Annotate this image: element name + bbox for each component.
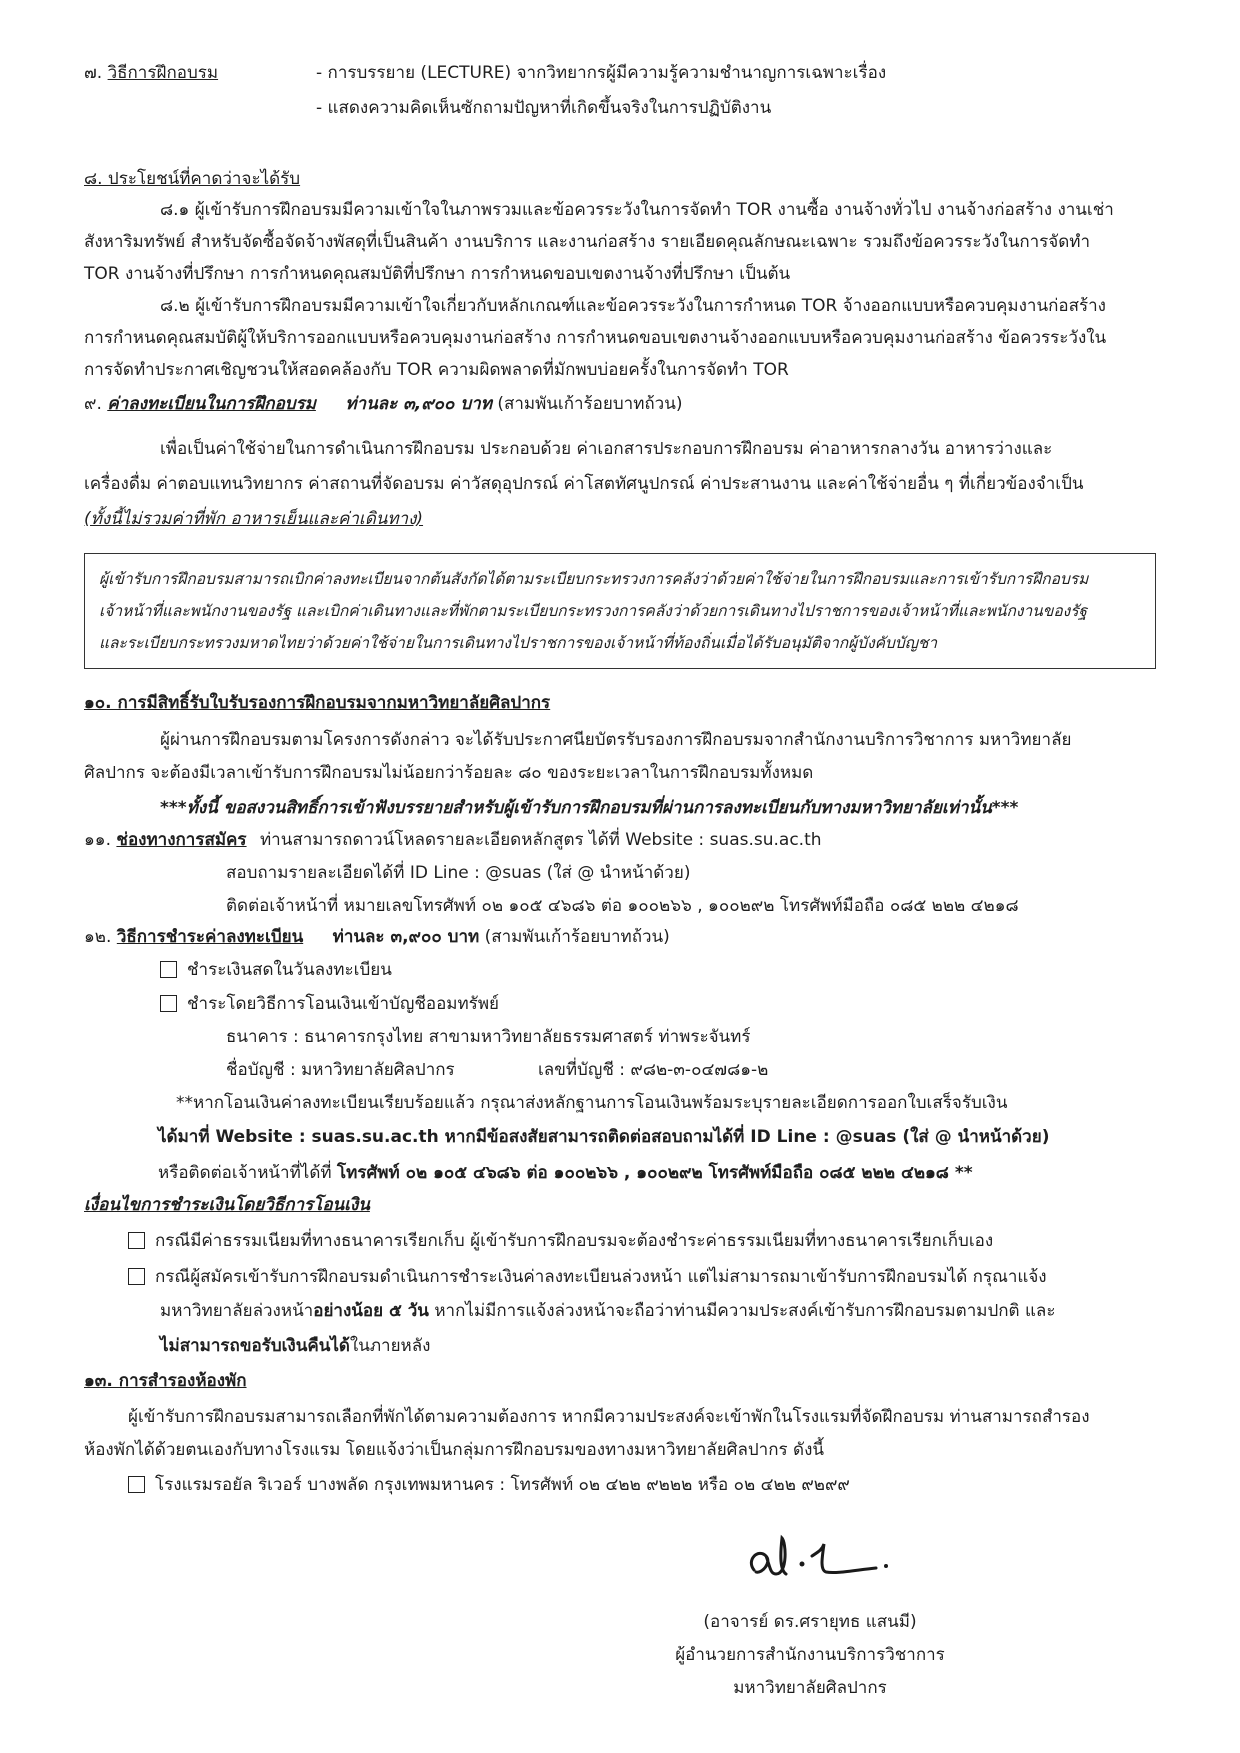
payment-option-transfer-label: ชำระโดยวิธีการโอนเงินเข้าบัญชีออมทรัพย์ (187, 994, 499, 1014)
notice-line-1: ผู้เข้ารับการฝึกอบรมสามารถเบิกค่าลงทะเบียนจากต้นสังกัดได้ตามระเบียบกระทรวงการคลังว่าด้วยค่าใช้จ่ายในการฝึกอบรมและการเข้ารับการฝึกอบรม (99, 570, 1089, 588)
transfer-note: **หากโอนเงินค่าลงทะเบียนเรียบร้อยแล้ว กรุณาส่งหลักฐานการโอนเงินพร้อมระบุรายละเอียดการออกใบเสร็จรับเงิน (176, 1093, 1008, 1113)
checkbox-transfer[interactable] (160, 995, 177, 1012)
section9-title: ค่าลงทะเบียนในการฝึกอบรม (107, 394, 316, 414)
condition-item-1 (128, 1228, 993, 1254)
section8-p2-line3: การจัดทำประกาศเชิญชวนให้สอดคล้องกับ TOR ความผิดพลาดที่มักพบบ่อยครั้งในการจัดทำ TOR (84, 360, 789, 380)
section8-p1-line1: ๘.๑ ผู้เข้ารับการฝึกอบรมมีความเข้าใจในภาพรวมและข้อควรระวังในการจัดทำ TOR งานซื้อ งานจ้างทั่วไป งานจ้างก่อสร้าง งานเช่า (160, 200, 1114, 220)
section12-title: วิธีการชำระค่าลงทะเบียน (116, 927, 304, 947)
section7-item-2: - แสดงความคิดเห็นซักถามปัญหาที่เกิดขึ้นจริงในการปฏิบัติงาน (316, 98, 772, 118)
section11-title: ช่องทางการสมัคร (116, 830, 247, 850)
section7-number: ๗. (84, 63, 103, 83)
section10-reserve-note: ***ทั้งนี้ ขอสงวนสิทธิ์การเข้าฟังบรรยายสำหรับผู้เข้ารับการฝึกอบรมที่ผ่านการลงทะเบียนกับทางมหาวิทยาลัยเท่านั้น*** (160, 798, 1019, 818)
signatory-organization: มหาวิทยาลัยศิลปากร (733, 1678, 887, 1698)
section12-number: ๑๒. (84, 927, 112, 947)
condition-no-refund: ไม่สามารถขอรับเงินคืนได้ (160, 1336, 350, 1356)
signatory-position: ผู้อำนวยการสำนักงานบริการวิชาการ (675, 1645, 945, 1665)
condition-item-2-line2 (160, 1298, 1055, 1324)
section9-line2: เครื่องดื่ม ค่าตอบแทนวิทยากร ค่าสถานที่จัดอบรม ค่าวัสดุอุปกรณ์ ค่าโสตทัศนูปกรณ์ ค่าประสานงาน และค่าใช้จ่ายอื่น ๆ ที่เกี่ยวข้องจำเป็น (84, 474, 1084, 494)
reimbursement-notice-box (84, 553, 1156, 669)
section10-line2: ศิลปากร จะต้องมีเวลาเข้ารับการฝึกอบรมไม่น้อยกว่าร้อยละ ๘๐ ของระยะเวลาในการฝึกอบรมทั้งหมด (84, 763, 814, 783)
condition-text-later: ในภายหลัง (349, 1336, 431, 1356)
section11-line-id: สอบถามรายละเอียดได้ที่ ID Line : @suas (ใส่ @ นำหน้าด้วย) (226, 863, 691, 883)
section13-line1: ผู้เข้ารับการฝึกอบรมสามารถเลือกที่พักได้ตามความต้องการ หากมีความประสงค์จะเข้าพักในโรงแรมที่จัดฝึกอบรม ท่านสามารถสำรอง (128, 1407, 1090, 1427)
hotel-text: โรงแรมรอยัล ริเวอร์ บางพลัด กรุงเทพมหานคร : โทรศัพท์ ๐๒ ๔๒๒ ๙๒๒๒ หรือ ๐๒ ๔๒๒ ๙๒๙๙ (155, 1475, 850, 1495)
condition-deadline: อย่างน้อย ๕ วัน (313, 1301, 429, 1321)
bank-name: ธนาคาร : ธนาคารกรุงไทย สาขามหาวิทยาลัยธรรมศาสตร์ ท่าพระจันทร์ (226, 1027, 751, 1047)
section12-fee-words: (สามพันเก้าร้อยบาทถ้วน) (484, 927, 670, 947)
section9-number: ๙. (84, 394, 102, 414)
section8-p2-line2: การกำหนดคุณสมบัติผู้ให้บริการออกแบบหรือควบคุมงานก่อสร้าง การกำหนดขอบเขตงานจ้างออกแบบหรือควบคุมงานก่อสร้าง ข้อควรระวังใน (84, 328, 1107, 348)
handwritten-signature (736, 1530, 896, 1590)
notice-line-2: เจ้าหน้าที่และพนักงานของรัฐ และเบิกค่าเดินทางและที่พักตามระเบียบกระทรวงการคลังว่าด้วยการเดินทางไปราชการของเจ้าหน้าที่และพนักงานของรัฐ (99, 602, 1088, 620)
checkbox-condition-2[interactable] (128, 1268, 145, 1285)
section8-p1-line2: สังหาริมทรัพย์ สำหรับจัดซื้อจัดจ้างพัสดุที่เป็นสินค้า งานบริการ และงานก่อสร้าง รายเอียดคุณลักษณะเฉพาะ รวมถึงข้อควรระวังในการจัดทำ (84, 232, 1091, 252)
section11-download: ท่านสามารถดาวน์โหลดรายละเอียดหลักสูตร ได้ที่ Website : suas.su.ac.th (259, 830, 822, 850)
section8-p1-line3: TOR งานจ้างที่ปรึกษา การกำหนดคุณสมบัติที่ปรึกษา การกำหนดขอบเขตงานจ้างที่ปรึกษา เป็นต้น (84, 264, 791, 284)
payment-option-cash[interactable] (160, 957, 392, 983)
section12-fee: ท่านละ ๓,๙๐๐ บาท (332, 927, 480, 947)
section11-contact: ติดต่อเจ้าหน้าที่ หมายเลขโทรศัพท์ ๐๒ ๑๐๕ ๔๖๘๖ ต่อ ๑๐๐๒๖๖ , ๑๐๐๒๙๒ โทรศัพท์มือถือ ๐๘๕ ๒๒๒ ๔๒๑๘ (226, 896, 1019, 916)
contact-line (158, 1160, 973, 1186)
conditions-title: เงื่อนไขการชำระเงินโดยวิธีการโอนเงิน (84, 1195, 370, 1215)
payment-option-cash-label: ชำระเงินสดในวันลงทะเบียน (187, 960, 392, 980)
section11-heading (84, 827, 822, 853)
checkbox-cash[interactable] (160, 961, 177, 978)
notice-line-3: และระเบียบกระทรวงมหาดไทยว่าด้วยค่าใช้จ่ายในการเดินทางไปราชการของเจ้าหน้าที่ท้องถิ่นเมื่อได้รับอนุมัติจากผู้บังคับบัญชา (99, 634, 938, 652)
section9-fee: ท่านละ ๓,๙๐๐ บาท (345, 394, 492, 414)
section9-fee-words: (สามพันเก้าร้อยบาทถ้วน) (497, 394, 683, 414)
section11-number: ๑๑. (84, 830, 111, 850)
checkbox-condition-1[interactable] (128, 1232, 145, 1249)
section9-heading (84, 391, 683, 417)
section13-title: ๑๓. การสำรองห้องพัก (84, 1371, 247, 1391)
condition-item-1-text: กรณีมีค่าธรรมเนียมที่ทางธนาคารเรียกเก็บ ผู้เข้ารับการฝึกอบรมจะต้องชำระค่าธรรมเนียมที่ทางธนาคารเรียกเก็บเอง (155, 1231, 994, 1251)
condition-item-2-line3 (160, 1333, 430, 1359)
section7-heading (84, 60, 218, 86)
account-number: เลขที่บัญชี : ๙๘๒-๓-๐๔๗๘๑-๒ (538, 1060, 769, 1080)
hotel-option[interactable] (128, 1472, 850, 1498)
section10-title: ๑๐. การมีสิทธิ์รับใบรับรองการฝึกอบรมจากมหาวิทยาลัยศิลปากร (84, 693, 551, 713)
section7-item-1: - การบรรยาย (LECTURE) จากวิทยากรผู้มีความรู้ความชำนาญการเฉพาะเรื่อง (316, 63, 887, 83)
section9-note: (ทั้งนี้ไม่รวมค่าที่พัก อาหารเย็นและค่าเดินทาง) (84, 509, 424, 529)
contact-prefix: หรือติดต่อเจ้าหน้าที่ได้ที่ (158, 1163, 332, 1183)
condition-text-a: มหาวิทยาลัยล่วงหน้า (160, 1301, 314, 1321)
send-proof-line: ได้มาที่ Website : suas.su.ac.th หากมีข้อสงสัยสามารถติดต่อสอบถามได้ที่ ID Line : @suas (ใส่ @ นำหน้าด้วย) (158, 1127, 1050, 1147)
contact-phones: โทรศัพท์ ๐๒ ๑๐๕ ๔๖๘๖ ต่อ ๑๐๐๒๖๖ , ๑๐๐๒๙๒ โทรศัพท์มือถือ ๐๘๕ ๒๒๒ ๔๒๑๘ ** (336, 1163, 973, 1183)
signatory-name: (อาจารย์ ดร.ศรายุทธ แสนมี) (703, 1612, 917, 1632)
payment-option-transfer[interactable] (160, 991, 499, 1017)
section10-line1: ผู้ผ่านการฝึกอบรมตามโครงการดังกล่าว จะได้รับประกาศนียบัตรรับรองการฝึกอบรมจากสำนักงานบริการวิชาการ มหาวิทยาลัย (160, 730, 1072, 750)
account-name: ชื่อบัญชี : มหาวิทยาลัยศิลปากร (226, 1060, 455, 1080)
section8-p2-line1: ๘.๒ ผู้เข้ารับการฝึกอบรมมีความเข้าใจเกี่ยวกับหลักเกณฑ์และข้อควรระวังในการกำหนด TOR จ้างออกแบบหรือควบคุมงานก่อสร้าง (160, 296, 1106, 316)
section9-line1: เพื่อเป็นค่าใช้จ่ายในการดำเนินการฝึกอบรม ประกอบด้วย ค่าเอกสารประกอบการฝึกอบรม ค่าอาหารกลางวัน อาหารว่างและ (160, 439, 1053, 459)
section7-title: วิธีการฝึกอบรม (107, 63, 219, 83)
section12-heading (84, 924, 670, 950)
section8-title: ๘. ประโยชน์ที่คาดว่าจะได้รับ (84, 169, 301, 189)
condition-item-2-line1: กรณีผู้สมัครเข้ารับการฝึกอบรมดำเนินการชำระเงินค่าลงทะเบียนล่วงหน้า แต่ไม่สามารถมาเข้ารับการฝึกอบรมได้ กรุณาแจ้ง (155, 1267, 1047, 1287)
section13-line2: ห้องพักได้ด้วยตนเองกับทางโรงแรม โดยแจ้งว่าเป็นกลุ่มการฝึกอบรมของทางมหาวิทยาลัยศิลปากร ดังนี้ (84, 1440, 824, 1460)
checkbox-hotel[interactable] (128, 1476, 145, 1493)
condition-item-2 (128, 1264, 1047, 1290)
condition-text-c: หากไม่มีการแจ้งล่วงหน้าจะถือว่าท่านมีความประสงค์เข้ารับการฝึกอบรมตามปกติ และ (428, 1301, 1056, 1321)
